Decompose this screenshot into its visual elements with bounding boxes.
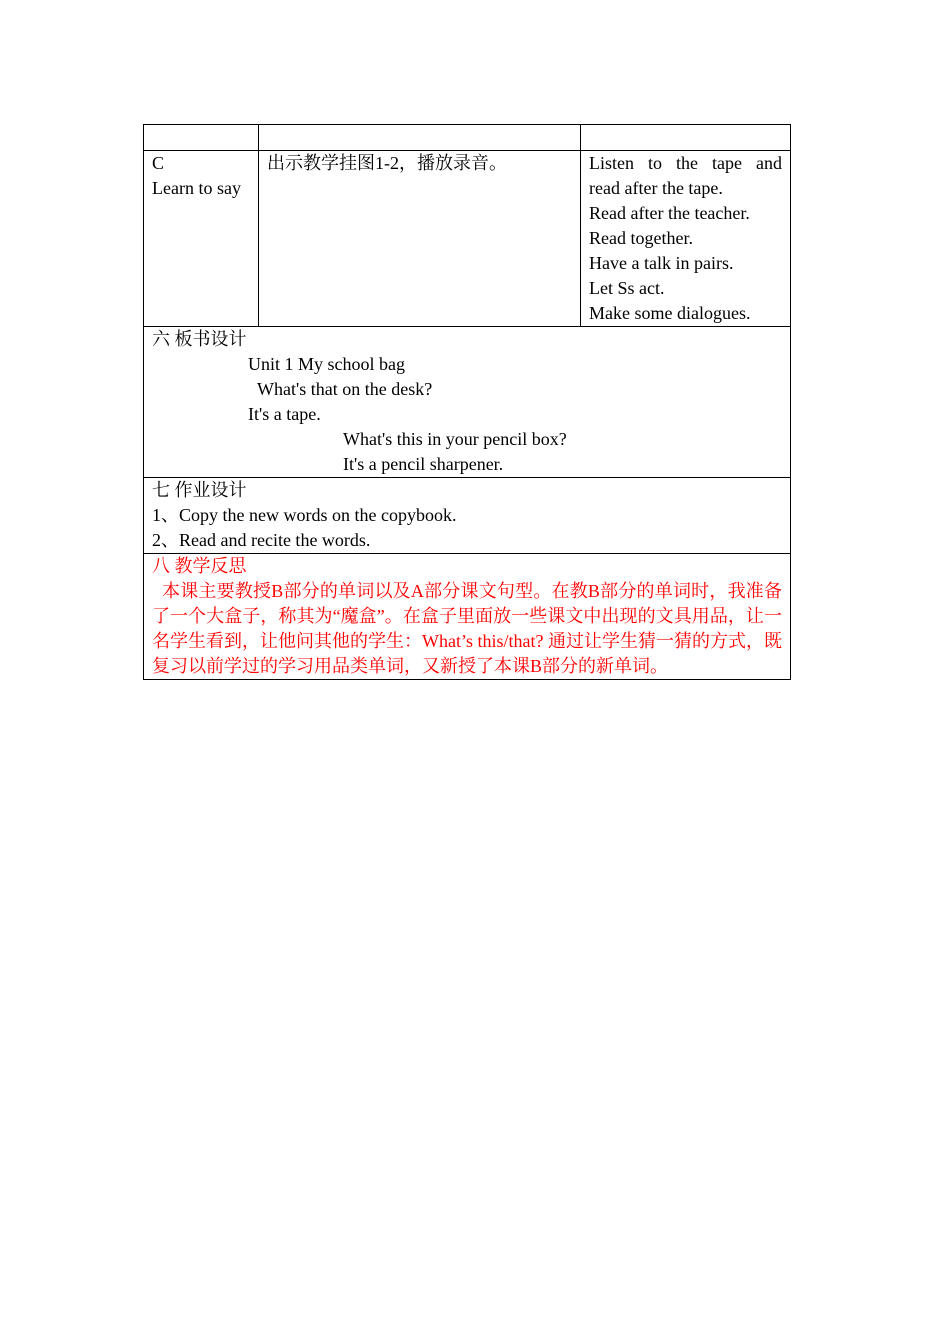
- section-c-row: [144, 151, 791, 327]
- board-design-heading: 六 板书设计: [152, 329, 247, 349]
- reflection-cell: [144, 554, 791, 680]
- homework-item: 2、Read and recite the words.: [152, 530, 371, 550]
- empty-cell: [144, 125, 259, 151]
- student-activity-line: Make some dialogues.: [589, 303, 751, 323]
- reflection-heading: 八 教学反思: [152, 556, 247, 576]
- board-question-1: What's that on the desk?: [257, 379, 433, 399]
- board-design-row: [144, 327, 791, 478]
- homework-item: 1、Copy the new words on the copybook.: [152, 505, 457, 525]
- student-activity-line: read after the tape.: [589, 178, 723, 198]
- student-activity-line: Read after the teacher.: [589, 203, 750, 223]
- board-unit-title: Unit 1 My school bag: [248, 354, 405, 374]
- section-c-title: Learn to say: [152, 178, 241, 198]
- section-c-label-cell: [144, 151, 259, 327]
- homework-cell: [144, 478, 791, 554]
- section-c-letter: C: [152, 153, 165, 173]
- board-design-cell: [144, 327, 791, 478]
- board-question-2: What's this in your pencil box?: [343, 429, 567, 449]
- teacher-activity-cell: [259, 151, 581, 327]
- student-activity-line: Let Ss act.: [589, 278, 665, 298]
- homework-row: [144, 478, 791, 554]
- board-answer-1: It's a tape.: [248, 404, 321, 424]
- student-activity-line: Read together.: [589, 228, 693, 248]
- reflection-row: [144, 554, 791, 680]
- empty-cell: [581, 125, 791, 151]
- student-activity-line: Have a talk in pairs.: [589, 253, 734, 273]
- student-activity-line: Listen to the tape and: [589, 153, 782, 173]
- lesson-plan-table: [143, 124, 791, 680]
- table-header-row-empty: [144, 125, 791, 151]
- board-answer-2: It's a pencil sharpener.: [343, 454, 504, 474]
- homework-heading: 七 作业设计: [152, 480, 247, 500]
- teacher-activity-text: 出示教学挂图1-2，播放录音。: [267, 153, 507, 173]
- empty-cell: [259, 125, 581, 151]
- student-activity-cell: [581, 151, 791, 327]
- reflection-body: 本课主要教授B部分的单词以及A部分课文句型。在教B部分的单词时，我准备了一个大盒子，称其为“魔盒”。在盒子里面放一些课文中出现的文具用品，让一名学生看到，让他问其他的学生：What’s this/that? 通过让学生猜一猜的方式，既复习以前学过的学习用品类单词，又新授了本课B部分的新单词。: [152, 581, 782, 676]
